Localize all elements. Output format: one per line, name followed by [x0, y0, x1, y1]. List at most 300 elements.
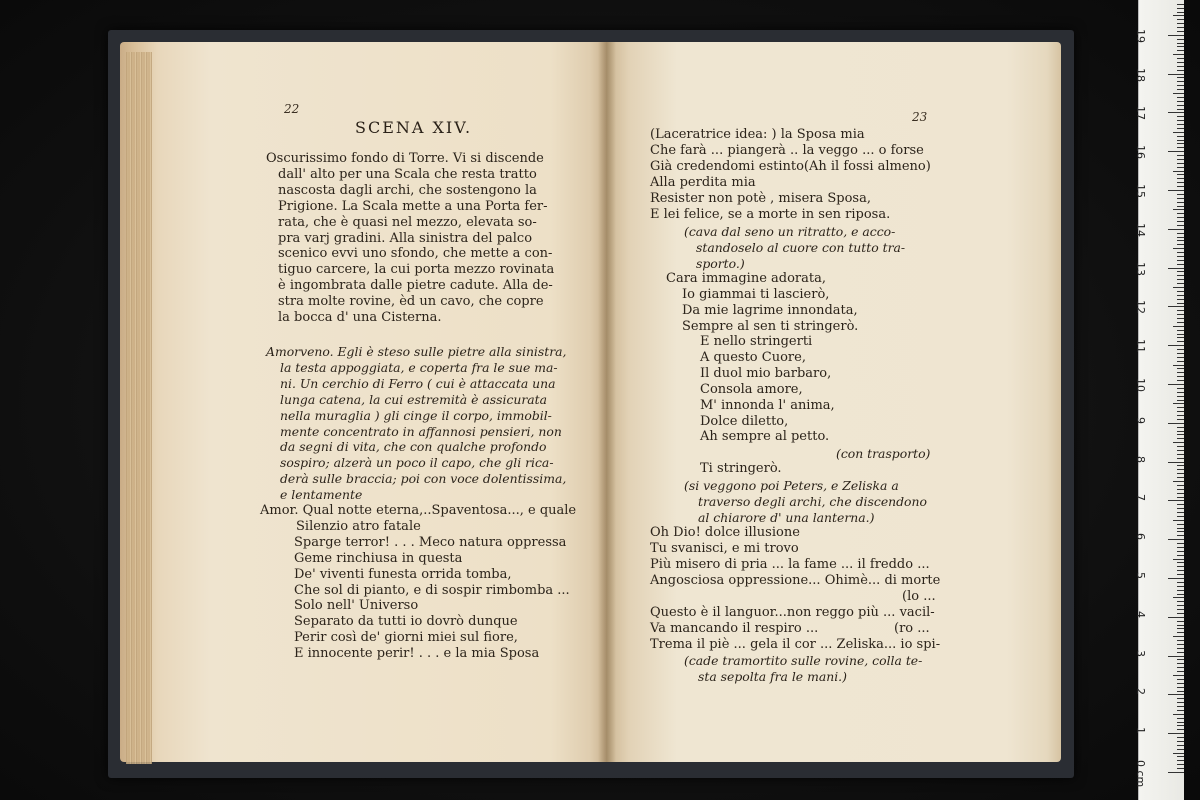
ruler-tick — [1177, 434, 1184, 435]
ruler-tick — [1177, 698, 1184, 699]
verse-line: E lei felice, se a morte in sen riposa. — [650, 206, 891, 222]
stage-direction-transport — [836, 446, 946, 462]
ruler-tick — [1177, 105, 1184, 106]
verse-line: Che sol di pianto, e di sospir rimbomba ... — [294, 582, 570, 598]
ruler-tick — [1177, 535, 1184, 536]
ruler-tick — [1173, 248, 1184, 249]
ruler-tick — [1177, 710, 1184, 711]
stage-direction-line: derà sulle braccia; poi con voce dolentissima, — [280, 471, 567, 487]
ruler-tick — [1168, 112, 1184, 113]
ruler-tick — [1177, 446, 1184, 447]
ruler-tick — [1177, 380, 1184, 381]
turnover-aside-2 — [894, 621, 954, 637]
ruler-tick — [1168, 772, 1184, 773]
setting-line: rata, che è quasi nel mezzo, elevata so- — [278, 214, 537, 230]
ruler-tick — [1177, 493, 1184, 494]
stage-direction-line: lunga catena, la cui estremità è assicurata — [280, 391, 548, 407]
ruler-tick — [1177, 687, 1184, 688]
ruler-tick — [1177, 202, 1184, 203]
ruler-tick — [1177, 648, 1184, 649]
ruler-number: 7 — [1134, 494, 1147, 502]
stage-direction-line: da segni di vita, che con qualche profondo — [280, 439, 547, 455]
ruler-tick — [1177, 310, 1184, 311]
verse-line: (Laceratrice idea: ) la Sposa mia — [650, 127, 865, 142]
speaker-line: Amor. Qual notte eterna,..Spaventosa..., e quale — [260, 503, 577, 518]
ruler-tick — [1177, 206, 1184, 207]
ruler-tick — [1173, 675, 1184, 676]
verse-line: M' innonda l' anima, — [700, 397, 835, 413]
ruler-number: 16 — [1134, 145, 1147, 160]
measurement-ruler — [1134, 0, 1184, 800]
ruler-tick — [1173, 15, 1184, 16]
ruler-number: 11 — [1134, 339, 1147, 354]
ruler-tick — [1177, 613, 1184, 614]
ruler-number: 19 — [1134, 28, 1147, 43]
ruler-tick — [1177, 400, 1184, 401]
ruler-tick — [1177, 376, 1184, 377]
turnover-text: (ro ... — [894, 621, 930, 636]
ruler-tick — [1177, 163, 1184, 164]
ruler-tick — [1177, 70, 1184, 71]
verse-line: Oh Dio! dolce illusione — [650, 525, 800, 540]
ruler-tick — [1177, 749, 1184, 750]
ruler-tick — [1177, 531, 1184, 532]
ruler-tick — [1177, 233, 1184, 234]
verse-line: Ah sempre al petto. — [700, 429, 830, 445]
ruler-tick — [1177, 217, 1184, 218]
ruler-tick — [1173, 714, 1184, 715]
ruler-tick — [1177, 66, 1184, 67]
right-lines-b — [650, 525, 950, 589]
ruler-tick — [1168, 500, 1184, 501]
ruler-tick — [1177, 361, 1184, 362]
ruler-tick — [1177, 194, 1184, 195]
ruler-number: 1 — [1134, 727, 1147, 735]
ruler-tick — [1168, 384, 1184, 385]
ruler-tick — [1177, 609, 1184, 610]
ruler-tick — [1177, 392, 1184, 393]
ruler-tick — [1177, 101, 1184, 102]
ruler-tick — [1177, 252, 1184, 253]
ruler-tick — [1177, 594, 1184, 595]
ruler-tick — [1177, 81, 1184, 82]
verse-line: Questo è il languor...non reggo più ... vacil- — [650, 605, 935, 620]
ruler-tick — [1177, 659, 1184, 660]
ruler-tick — [1177, 562, 1184, 563]
ruler-tick — [1177, 691, 1184, 692]
ruler-tick — [1177, 427, 1184, 428]
ruler-tick — [1173, 636, 1184, 637]
stage-direction — [266, 344, 596, 503]
ruler-tick — [1177, 512, 1184, 513]
verse-line: Trema il piè ... gela il cor ... Zeliska... io spi- — [650, 637, 941, 652]
ruler-tick — [1177, 489, 1184, 490]
ruler-tick — [1177, 27, 1184, 28]
ruler-tick — [1177, 431, 1184, 432]
ruler-tick — [1177, 264, 1184, 265]
left-page-number: 22 — [284, 102, 300, 116]
ruler-tick — [1177, 632, 1184, 633]
ruler-tick — [1177, 295, 1184, 296]
verse-line: Alla perdita mia — [650, 174, 756, 190]
setting-line: la bocca d' una Cisterna. — [278, 310, 442, 326]
ruler-number: 6 — [1134, 533, 1147, 541]
ruler-tick — [1177, 497, 1184, 498]
stage-direction-line: sospiro; alzerà un poco il capo, che gli rica- — [280, 455, 554, 471]
verse-line: Geme rinchiusa in questa — [294, 550, 463, 566]
ruler-number: 14 — [1134, 222, 1147, 237]
ruler-tick — [1177, 625, 1184, 626]
ruler-tick — [1177, 729, 1184, 730]
ruler-tick — [1177, 299, 1184, 300]
ruler-tick — [1177, 244, 1184, 245]
verse-line: Già credendomi estinto(Ah il fossi almeno) — [650, 158, 931, 174]
ruler-tick — [1177, 508, 1184, 509]
ruler-tick — [1177, 621, 1184, 622]
ruler-tick — [1177, 368, 1184, 369]
ruler-number: 5 — [1134, 572, 1147, 579]
ruler-tick — [1177, 174, 1184, 175]
ruler-tick — [1177, 116, 1184, 117]
ruler-tick — [1168, 151, 1184, 152]
ruler-tick — [1177, 566, 1184, 567]
ruler-number: 3 — [1134, 649, 1147, 657]
ruler-tick — [1177, 586, 1184, 587]
ruler-tick — [1177, 120, 1184, 121]
verse-line: Silenzio atro fatale — [296, 518, 421, 534]
ruler-tick — [1177, 458, 1184, 459]
ruler-tick — [1173, 132, 1184, 133]
verse-line: Ti stringerò. — [700, 461, 782, 476]
ruler-tick — [1177, 97, 1184, 98]
ruler-tick — [1177, 279, 1184, 280]
turnover-text: (lo ... — [902, 589, 936, 604]
ruler-tick — [1173, 753, 1184, 754]
ruler-tick — [1177, 551, 1184, 552]
verse-line: Da mie lagrime innondata, — [682, 302, 858, 318]
ruler-tick — [1173, 54, 1184, 55]
setting-line: pra varj gradini. Alla sinistra del palco — [278, 230, 533, 246]
setting-line: Oscurissimo fondo di Torre. Vi si discende — [266, 151, 544, 166]
verse-line: Perir così de' giorni miei sul fiore, — [294, 630, 518, 646]
verse-line: Tu svanisci, e mi trovo — [650, 540, 799, 556]
aria-stanza-1 — [666, 271, 946, 335]
ruler-tick — [1177, 396, 1184, 397]
ruler-number: 15 — [1134, 184, 1147, 198]
ruler-tick — [1177, 590, 1184, 591]
ruler-tick — [1173, 442, 1184, 443]
ruler-tick — [1177, 303, 1184, 304]
ruler-tick — [1177, 89, 1184, 90]
ruler-tick — [1177, 159, 1184, 160]
ruler-tick — [1177, 178, 1184, 179]
ruler-tick — [1177, 516, 1184, 517]
ruler-tick — [1177, 291, 1184, 292]
ruler-tick — [1168, 190, 1184, 191]
ruler-tick — [1173, 559, 1184, 560]
ruler-tick — [1177, 237, 1184, 238]
verse-line: Cara immagine adorata, — [666, 271, 827, 286]
setting-line: è ingombrata dalle pietre cadute. Alla de- — [278, 278, 553, 294]
verse-line: Io giammai ti lascierò, — [682, 286, 830, 302]
ruler-tick — [1168, 656, 1184, 657]
verse-line: E innocente perir! . . . e la mia Sposa — [294, 646, 540, 662]
ruler-tick — [1177, 314, 1184, 315]
verse-line: Va mancando il respiro ... — [650, 620, 819, 636]
ruler-tick — [1177, 349, 1184, 350]
ruler-tick — [1177, 341, 1184, 342]
ruler-tick — [1177, 50, 1184, 51]
ruler-tick — [1177, 283, 1184, 284]
stage-direction-line: (con trasporto) — [836, 446, 931, 461]
verse-passage — [260, 503, 600, 662]
ruler-tick — [1177, 473, 1184, 474]
ruler-tick — [1173, 171, 1184, 172]
stage-direction-arrival — [684, 478, 946, 526]
ruler-tick — [1177, 128, 1184, 129]
ruler-tick — [1177, 109, 1184, 110]
ruler-tick — [1177, 543, 1184, 544]
ruler-tick — [1168, 229, 1184, 230]
ruler-number: 10 — [1134, 378, 1147, 392]
ruler-tick — [1168, 694, 1184, 695]
ruler-tick — [1177, 198, 1184, 199]
ruler-tick — [1173, 93, 1184, 94]
ruler-tick — [1177, 275, 1184, 276]
ruler-tick — [1177, 155, 1184, 156]
ruler-tick — [1177, 4, 1184, 5]
verse-line: Che farà ... piangerà .. la veggo ... o forse — [650, 142, 924, 158]
ruler-tick — [1177, 46, 1184, 47]
ruler-tick — [1177, 186, 1184, 187]
aria-stanza-2 — [700, 334, 940, 445]
verse-line: Dolce diletto, — [700, 413, 789, 429]
ruler-tick — [1168, 35, 1184, 36]
ruler-tick — [1177, 256, 1184, 257]
ruler-tick — [1177, 62, 1184, 63]
stage-direction-line: la testa appoggiata, e coperta fra le sue ma- — [280, 359, 558, 375]
stage-direction-collapse — [684, 653, 946, 685]
ruler-tick — [1177, 140, 1184, 141]
right-lines-a — [650, 127, 950, 222]
ruler-tick — [1177, 574, 1184, 575]
verse-line: Resister non potè , misera Sposa, — [650, 190, 871, 206]
ruler-tick — [1177, 213, 1184, 214]
stage-direction-line: e lentamente — [280, 487, 363, 503]
ruler-tick — [1177, 330, 1184, 331]
ruler-tick — [1177, 438, 1184, 439]
ruler-tick — [1177, 450, 1184, 451]
ruler-tick — [1177, 756, 1184, 757]
ruler-tick — [1177, 547, 1184, 548]
ruler-tick — [1177, 221, 1184, 222]
stage-direction-line: (cade tramortito sulle rovine, colla te- — [684, 653, 923, 668]
ruler-tick — [1177, 454, 1184, 455]
ruler-tick — [1177, 23, 1184, 24]
verse-line: De' viventi funesta orrida tomba, — [294, 566, 512, 582]
ruler-tick — [1177, 679, 1184, 680]
ruler-tick — [1177, 419, 1184, 420]
verse-line: Consola amore, — [700, 381, 803, 397]
verse-line: Solo nell' Universo — [294, 598, 419, 614]
ruler-tick — [1168, 345, 1184, 346]
setting-line: Prigione. La Scala mette a una Porta fer- — [278, 198, 548, 214]
ruler-tick — [1177, 524, 1184, 525]
ruler-tick — [1177, 768, 1184, 769]
left-page-edges — [126, 52, 152, 764]
setting-line: stra molte rovine, èd un cavo, che copre — [278, 294, 544, 310]
ruler-tick — [1168, 423, 1184, 424]
ruler-number: 13 — [1134, 261, 1147, 276]
stage-direction-portrait — [684, 224, 944, 272]
ruler-tick — [1168, 268, 1184, 269]
aria-last-line — [700, 461, 900, 477]
setting-line: dall' alto per una Scala che resta tratto — [278, 166, 537, 182]
verse-line: E nello stringerti — [700, 334, 813, 349]
ruler-tick — [1173, 326, 1184, 327]
ruler-tick — [1168, 74, 1184, 75]
ruler-tick — [1168, 539, 1184, 540]
ruler-tick — [1177, 39, 1184, 40]
book-gutter — [598, 42, 616, 762]
stage-direction-line: ni. Un cerchio di Ferro ( cui è attaccata una — [280, 375, 556, 391]
ruler-tick — [1177, 337, 1184, 338]
ruler-tick — [1173, 403, 1184, 404]
ruler-tick — [1177, 745, 1184, 746]
ruler-tick — [1177, 271, 1184, 272]
ruler-tick — [1177, 683, 1184, 684]
ruler-tick — [1177, 372, 1184, 373]
ruler-tick — [1173, 481, 1184, 482]
ruler-tick — [1177, 415, 1184, 416]
setting-line: tiguo carcere, la cui porta mezzo rovinata — [278, 262, 555, 278]
ruler-tick — [1168, 617, 1184, 618]
ruler-tick — [1177, 706, 1184, 707]
setting-description — [266, 151, 596, 326]
ruler-tick — [1177, 555, 1184, 556]
verse-line: Sparge terror! . . . Meco natura oppressa — [294, 534, 567, 550]
ruler-tick — [1177, 147, 1184, 148]
ruler-tick — [1177, 469, 1184, 470]
right-line-d — [650, 637, 950, 653]
ruler-tick — [1177, 8, 1184, 9]
verse-line: Separato da tutti io dovrò dunque — [294, 614, 518, 630]
ruler-tick — [1177, 640, 1184, 641]
ruler-tick — [1168, 306, 1184, 307]
ruler-tick — [1177, 737, 1184, 738]
verse-line: Più misero di pria ... la fame ... il freddo ... — [650, 556, 930, 572]
ruler-tick — [1168, 578, 1184, 579]
ruler-tick — [1177, 760, 1184, 761]
ruler-tick — [1177, 671, 1184, 672]
ruler-tick — [1177, 652, 1184, 653]
ruler-tick — [1177, 85, 1184, 86]
verse-line: Sempre al sen ti stringerò. — [682, 318, 859, 334]
ruler-tick — [1177, 77, 1184, 78]
ruler-tick — [1177, 722, 1184, 723]
ruler-tick — [1177, 240, 1184, 241]
ruler-tick — [1177, 12, 1184, 13]
ruler-tick — [1177, 582, 1184, 583]
ruler-tick — [1177, 570, 1184, 571]
ruler-number: 9 — [1134, 416, 1147, 424]
right-page-number: 23 — [912, 110, 928, 124]
ruler-number: 18 — [1134, 67, 1147, 82]
stage-direction-line: (cava dal seno un ritratto, e acco- — [684, 224, 896, 239]
ruler-tick — [1177, 485, 1184, 486]
ruler-tick — [1177, 465, 1184, 466]
ruler-tick — [1177, 322, 1184, 323]
ruler-number: 17 — [1134, 106, 1147, 121]
ruler-tick — [1173, 209, 1184, 210]
ruler-tick — [1177, 31, 1184, 32]
ruler-tick — [1177, 167, 1184, 168]
ruler-tick — [1168, 462, 1184, 463]
ruler-tick — [1177, 663, 1184, 664]
ruler-tick — [1177, 353, 1184, 354]
ruler-number: 2 — [1134, 688, 1147, 696]
ruler-tick — [1173, 520, 1184, 521]
ruler-number: 4 — [1134, 610, 1147, 618]
ruler-tick — [1177, 741, 1184, 742]
ruler-tick — [1177, 357, 1184, 358]
ruler-tick — [1177, 504, 1184, 505]
ruler-tick — [1177, 124, 1184, 125]
ruler-tick — [1177, 143, 1184, 144]
turnover-aside-1 — [902, 589, 962, 605]
stage-direction-line: traverso degli archi, che discendono — [698, 493, 927, 509]
verse-line: A questo Cuore, — [700, 349, 806, 365]
ruler-tick — [1177, 136, 1184, 137]
ruler-tick — [1177, 764, 1184, 765]
ruler-tick — [1177, 388, 1184, 389]
stage-direction-line: Amorveno. Egli è steso sulle pietre alla sinistra, — [266, 344, 567, 359]
ruler-tick — [1177, 644, 1184, 645]
setting-line: nascosta dagli archi, che sostengono la — [278, 182, 537, 198]
ruler-tick — [1177, 725, 1184, 726]
ruler-unit-label: 0 cm — [1134, 760, 1147, 788]
ruler-tick — [1177, 411, 1184, 412]
ruler-tick — [1177, 605, 1184, 606]
ruler-tick — [1177, 182, 1184, 183]
ruler-tick — [1173, 287, 1184, 288]
ruler-tick — [1177, 43, 1184, 44]
stage-direction-line: (si veggono poi Peters, e Zeliska a — [684, 478, 899, 493]
ruler-tick — [1177, 718, 1184, 719]
ruler-number: 8 — [1134, 455, 1147, 463]
ruler-tick — [1177, 628, 1184, 629]
stage-direction-line: mente concentrato in affannosi pensieri, non — [280, 423, 562, 439]
ruler-tick — [1177, 667, 1184, 668]
ruler-tick — [1177, 528, 1184, 529]
ruler-tick — [1173, 597, 1184, 598]
stage-direction-line: standoselo al cuore con tutto tra- — [696, 239, 906, 255]
ruler-tick — [1168, 733, 1184, 734]
ruler-tick — [1177, 601, 1184, 602]
verse-line: Angosciosa oppressione... Ohimè... di morte — [650, 572, 941, 588]
stage-direction-line: nella muraglia ) gli cinge il corpo, immobil- — [280, 407, 552, 423]
ruler-tick — [1177, 407, 1184, 408]
ruler-tick — [1177, 260, 1184, 261]
ruler-tick — [1173, 365, 1184, 366]
verse-line: Il duol mio barbaro, — [700, 365, 832, 381]
setting-line: scenico evvi uno sfondo, che mette a con- — [278, 246, 553, 262]
ruler-number: 12 — [1134, 300, 1147, 315]
scene-title: SCENA XIV. — [355, 118, 473, 137]
ruler-tick — [1177, 318, 1184, 319]
ruler-tick — [1177, 702, 1184, 703]
ruler-tick — [1177, 19, 1184, 20]
